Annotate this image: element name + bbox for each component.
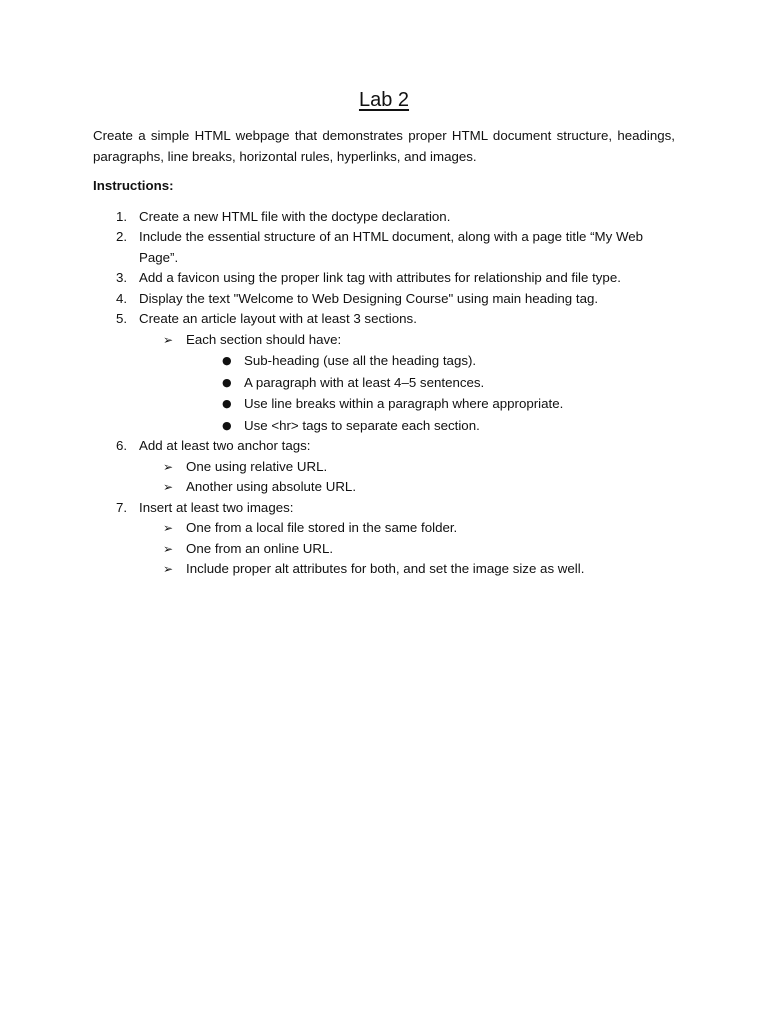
step-item bbox=[93, 436, 675, 498]
bullet-dot-icon: ● bbox=[222, 397, 232, 410]
sub-list bbox=[139, 330, 675, 437]
step-text: Add a favicon using the proper link tag with attributes for relationship and file type. bbox=[139, 270, 621, 285]
bullet-dot-icon: ● bbox=[222, 375, 232, 389]
bullet-item bbox=[186, 350, 675, 372]
step-number: 2. bbox=[116, 229, 128, 244]
sub-item bbox=[139, 539, 675, 560]
bullet-item bbox=[186, 415, 675, 437]
instructions-list bbox=[93, 207, 675, 580]
step-text: Display the text "Welcome to Web Designing Course" using main heading tag. bbox=[139, 290, 599, 306]
instructions-label: Instructions: bbox=[93, 178, 174, 193]
bullet-text: Sub-heading (use all the heading tags). bbox=[244, 353, 477, 368]
document-page bbox=[93, 86, 675, 580]
sub-item-text: Include proper alt attributes for both, and set the image size as well. bbox=[186, 561, 585, 576]
bullet-text: Use line breaks within a paragraph where appropriate. bbox=[244, 396, 564, 411]
bullet-dot-icon: ● bbox=[222, 418, 232, 432]
arrow-bullet-icon: ➢ bbox=[163, 541, 174, 556]
bullet-item bbox=[186, 372, 675, 394]
arrow-bullet-icon: ➢ bbox=[163, 480, 174, 494]
step-item bbox=[93, 207, 675, 228]
intro-paragraph: Create a simple HTML webpage that demonstrates proper HTML document structure, headings, paragraphs, line breaks, horizontal rules, hyperlinks, and images. bbox=[93, 128, 675, 164]
sub-item-text: One from a local file stored in the same folder. bbox=[186, 520, 458, 535]
arrow-bullet-icon: ➢ bbox=[163, 332, 174, 347]
sub-item bbox=[139, 477, 675, 498]
sub-list bbox=[139, 518, 675, 580]
bullet-list bbox=[186, 350, 675, 436]
sub-item-text: Another using absolute URL. bbox=[186, 479, 357, 494]
step-number: 4. bbox=[116, 290, 128, 306]
bullet-text: Use <hr> tags to separate each section. bbox=[244, 417, 480, 433]
arrow-bullet-icon: ➢ bbox=[163, 521, 174, 535]
step-text: Add at least two anchor tags: bbox=[139, 438, 311, 453]
sub-item-text: One using relative URL. bbox=[186, 458, 328, 474]
step-item bbox=[93, 227, 675, 268]
page-title: Lab 2 bbox=[358, 89, 410, 111]
sub-list bbox=[139, 457, 675, 498]
sub-item bbox=[139, 330, 675, 437]
step-number: 7. bbox=[116, 499, 128, 515]
step-number: 1. bbox=[116, 208, 128, 224]
step-number: 3. bbox=[116, 270, 128, 285]
step-item bbox=[93, 289, 675, 310]
arrow-bullet-icon: ➢ bbox=[163, 459, 174, 474]
step-text: Include the essential structure of an HTML document, along with a page title “My Web Page”. bbox=[139, 229, 644, 265]
sub-item-text: Each section should have: bbox=[186, 331, 342, 347]
step-item bbox=[93, 498, 675, 580]
step-text: Create an article layout with at least 3 sections. bbox=[139, 311, 417, 326]
step-item bbox=[93, 268, 675, 289]
arrow-bullet-icon: ➢ bbox=[163, 562, 174, 576]
step-text: Insert at least two images: bbox=[139, 499, 294, 515]
bullet-dot-icon: ● bbox=[222, 354, 232, 367]
step-text: Create a new HTML file with the doctype declaration. bbox=[139, 208, 451, 224]
bullet-text: A paragraph with at least 4–5 sentences. bbox=[244, 374, 485, 390]
step-number: 5. bbox=[116, 311, 128, 326]
bullet-item bbox=[186, 393, 675, 415]
step-item bbox=[93, 309, 675, 436]
sub-item-text: One from an online URL. bbox=[186, 540, 334, 556]
sub-item bbox=[139, 559, 675, 580]
sub-item bbox=[139, 457, 675, 478]
sub-item bbox=[139, 518, 675, 539]
step-number: 6. bbox=[116, 438, 128, 453]
